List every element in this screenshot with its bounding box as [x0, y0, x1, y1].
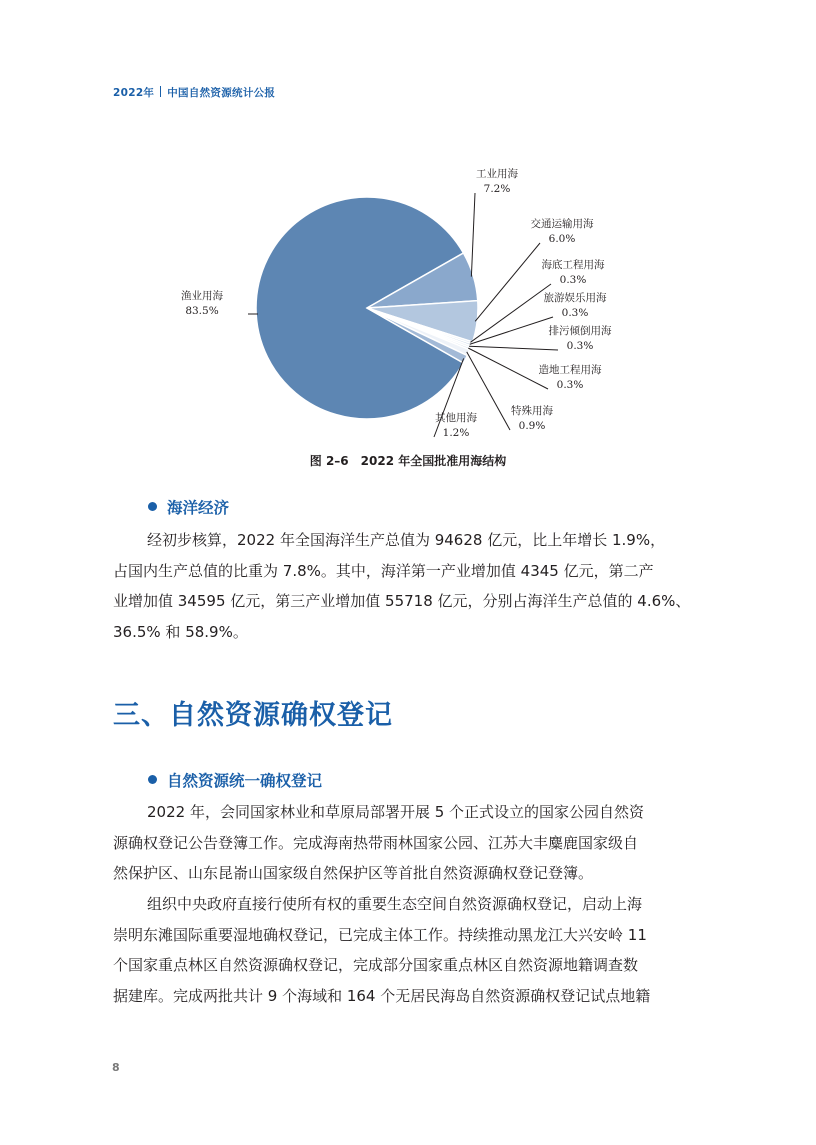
bullet-dot — [148, 502, 157, 511]
pie-leader-line — [470, 317, 553, 344]
pie-slice-label: 交通运输用海 — [530, 218, 594, 230]
pie-slice-value-label: 0.9% — [518, 420, 546, 432]
paragraph-line: 源确权登记公告登簿工作。完成海南热带雨林国家公园、江苏大丰麋鹿国家级自 — [113, 833, 639, 852]
pie-slice-value-label: 7.2% — [483, 183, 511, 195]
pie-slice-label: 工业用海 — [476, 168, 518, 180]
pie-slice-label: 造地工程用海 — [538, 364, 602, 376]
pie-slice-label: 排污倾倒用海 — [548, 325, 612, 337]
paragraph-line: 2022 年，会同国家林业和草原局部署开展 5 个正式设立的国家公园自然资 — [147, 803, 645, 821]
paragraph-line: 组织中央政府直接行使所有权的重要生态空间自然资源确权登记，启动上海 — [147, 895, 643, 913]
pie-leader-line — [469, 346, 558, 350]
pie-slices — [256, 197, 478, 419]
registration-paragraph-1 — [113, 797, 688, 889]
pie-slice-label: 海底工程用海 — [541, 259, 605, 271]
registration-paragraph-2 — [113, 889, 688, 1011]
pie-slice-label: 渔业用海 — [181, 290, 223, 302]
pie-slice-value-label: 1.2% — [442, 427, 470, 439]
pie-slice-value-label: 6.0% — [548, 233, 576, 245]
pie-leader-line — [475, 243, 540, 321]
pie-slice-label: 特殊用海 — [511, 405, 553, 417]
pie-slice-value-label: 83.5% — [185, 305, 219, 317]
bullet-dot — [148, 775, 157, 784]
paragraph-line: 个国家重点林区自然资源确权登记，完成部分国家重点林区自然资源地籍调查数 — [113, 956, 639, 974]
figure-caption: 图 2–6 2022 年全国批准用海结构 — [309, 454, 507, 468]
pie-slice-value-label: 0.3% — [556, 379, 584, 391]
pie-slice-label: 旅游娱乐用海 — [543, 292, 607, 304]
running-header — [113, 85, 275, 100]
pie-slice-value-label: 0.3% — [559, 274, 587, 286]
paragraph-line: 崇明东滩国际重要湿地确权登记，已完成主体工作。持续推动黑龙江大兴安岭 11 — [113, 925, 647, 944]
page-number: 8 — [112, 1061, 120, 1074]
paragraph-line: 36.5% 和 58.9%。 — [113, 622, 248, 641]
marine-economy-heading — [148, 496, 229, 518]
paragraph-line: 据建库。完成两批共计 9 个海域和 164 个无居民海岛自然资源确权登记试点地籍 — [113, 986, 651, 1005]
header-title: 中国自然资源统计公报 — [167, 87, 276, 99]
header-divider — [160, 86, 161, 97]
marine-economy-paragraph — [113, 525, 691, 647]
paragraph-line: 业增加值 34595 亿元，第三产业增加值 55718 亿元，分别占海洋生产总值的 4.6%、 — [113, 592, 691, 610]
pie-slice-value-label: 0.3% — [566, 340, 594, 352]
pie-slice-value-label: 0.3% — [561, 307, 589, 319]
section-title: 三、自然资源确权登记 — [113, 700, 393, 731]
pie-leader-line — [471, 193, 475, 277]
header-year: 2022年 — [113, 87, 155, 99]
sea-use-pie-chart — [0, 160, 816, 450]
paragraph-line: 经初步核算，2022 年全国海洋生产总值为 94628 亿元，比上年增长 1.9%， — [147, 531, 666, 549]
unified-registration-heading-text: 自然资源统一确权登记 — [167, 772, 323, 790]
unified-registration-heading — [148, 769, 322, 791]
paragraph-line: 然保护区、山东昆嵛山国家级自然保护区等首批自然资源确权登记登簿。 — [113, 864, 594, 882]
marine-economy-heading-text: 海洋经济 — [167, 499, 230, 517]
paragraph-line: 占国内生产总值的比重为 7.8%。其中，海洋第一产业增加值 4345 亿元，第二产 — [113, 561, 654, 580]
pie-slice-label: 其他用海 — [435, 412, 477, 424]
pie-leader-line — [468, 348, 548, 389]
